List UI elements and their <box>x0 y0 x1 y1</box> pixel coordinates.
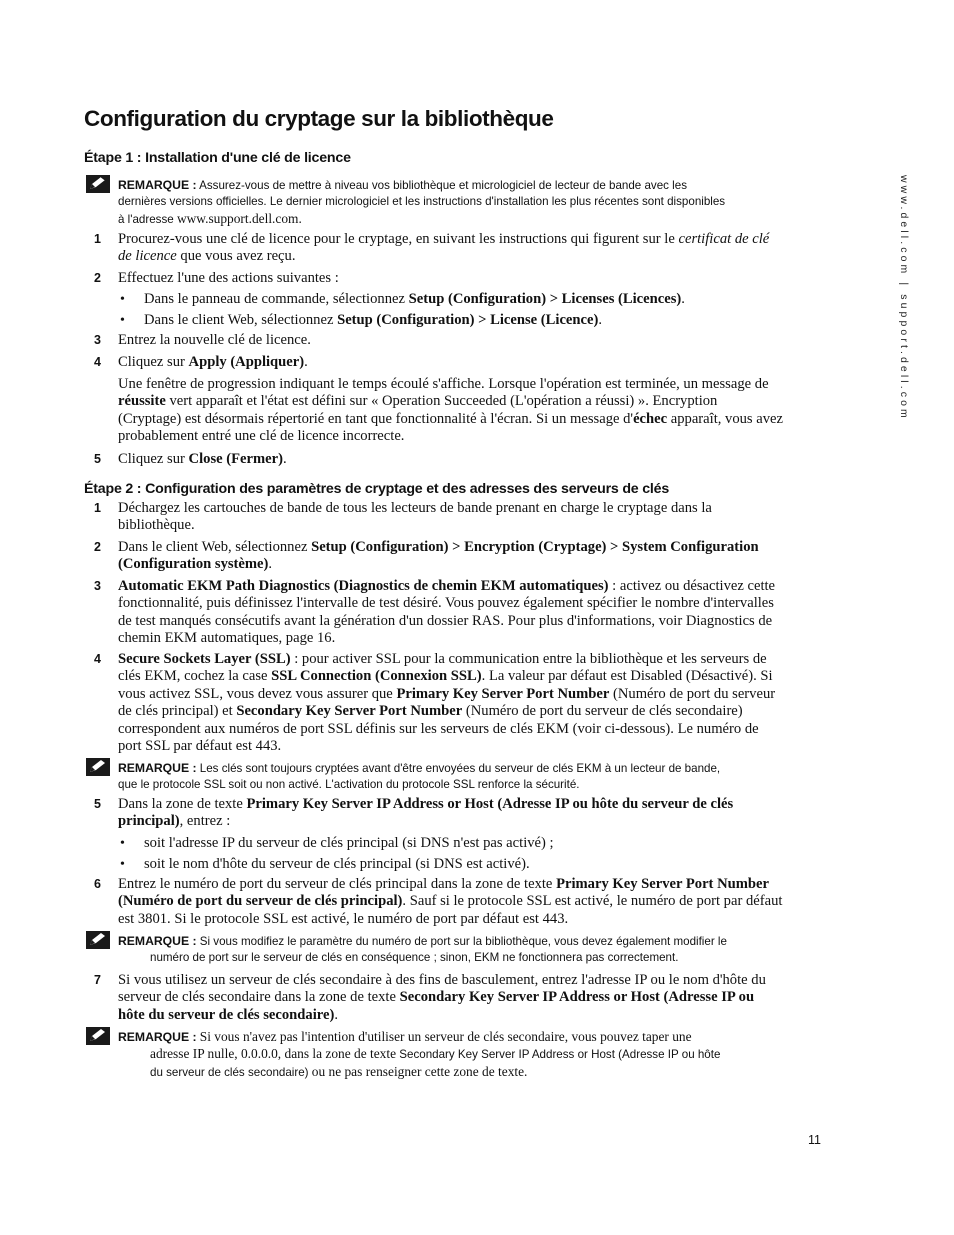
setting-name: Automatic EKM Path Diagnostics (Diagnostics de chemin EKM automatiques) <box>118 578 609 594</box>
button-ref: Close (Fermer) <box>188 451 283 467</box>
note-4: REMARQUE : Si vous n'avez pas l'intention d'utiliser un serveur de clés secondaire, vous pouvez taper une adresse IP nulle, 0.0.0.0, dans la zone de texte Secondary Key Server IP Address or Host (Adresse IP ou hôte du serveur de clés secondaire) ou ne pas renseigner cette zone de texte. <box>118 1029 721 1079</box>
note-1: REMARQUE : Assurez-vous de mettre à niveau vos bibliothèque et micrologiciel de lecteur de bande avec les dernières versions officielles. Le dernier micrologiciel et les instructions d'installation les plus récentes sont disponibles à l'adresse www.support.dell.com. <box>118 177 786 228</box>
page-title: Configuration du cryptage sur la bibliothèque <box>84 106 554 131</box>
list-item: Entrez le numéro de port du serveur de clés principal dans la zone de texte Primary Key Server Port Number (Numéro de port du serveur de clés principal). Sauf si le protocole SSL est activé, le numéro de port par défaut est 3801. Si le protocole SSL est activé, le numéro de port par défaut est 443. <box>118 876 783 927</box>
bullet-icon: • <box>120 313 125 328</box>
step-number: 6 <box>94 877 101 891</box>
progress-paragraph: Une fenêtre de progression indiquant le temps écoulé s'affiche. Lorsque l'opération est terminée, un message de réussite vert apparaît et l'état est défini sur « Operation Succeeded (L'opération a réussi) ». Encryption (Cryptage) est désormais répertorié en tant que fonctionnalité à l'écran. Si un message d'échec apparaît, vous avez probablement entré une clé de licence incorrecte. <box>118 376 783 445</box>
step1-heading: Étape 1 : Installation d'une clé de licence <box>84 150 351 166</box>
note-pencil-icon <box>86 758 110 776</box>
note-pencil-icon <box>86 175 110 193</box>
list-item: Si vous utilisez un serveur de clés secondaire à des fins de basculement, entrez l'adresse IP ou le nom d'hôte du serveur de clés secondaire dans la zone de texte Secondary Key Server IP Address or Host (Adresse IP ou hôte du serveur de clés secondaire). <box>118 972 766 1023</box>
step-number: 1 <box>94 232 101 246</box>
step-number: 7 <box>94 973 101 987</box>
list-item: Procurez-vous une clé de licence pour le cryptage, en suivant les instructions qui figurent sur le certificat de clé de licence que vous avez reçu. <box>118 231 770 265</box>
field-name: Primary Key Server Port Number (Numéro de port du serveur de clés principal) <box>118 876 769 910</box>
bullet-item: Dans le client Web, sélectionnez Setup (Configuration) > License (Licence). <box>144 312 602 328</box>
note-pencil-icon <box>86 1027 110 1045</box>
step-number: 4 <box>94 652 101 666</box>
step-number: 1 <box>94 501 101 515</box>
step-number: 2 <box>94 271 101 285</box>
menu-path: Setup (Configuration) > License (Licence) <box>337 312 599 328</box>
step-number: 5 <box>94 452 101 466</box>
step-number: 4 <box>94 355 101 369</box>
note-label: REMARQUE : <box>118 178 197 192</box>
note-pencil-icon <box>86 931 110 949</box>
step-number: 2 <box>94 540 101 554</box>
list-item: Dans le client Web, sélectionnez Setup (Configuration) > Encryption (Cryptage) > System Configuration (Configuration système). <box>118 539 759 573</box>
list-item: Déchargez les cartouches de bande de tous les lecteurs de bande prenant en charge le cryptage dans la bibliothèque. <box>118 500 712 534</box>
note-label: REMARQUE : <box>118 1030 197 1044</box>
note-label: REMARQUE : <box>118 934 197 948</box>
menu-path: Setup (Configuration) > Licenses (Licences) <box>408 291 682 307</box>
menu-path: Setup (Configuration) > Encryption (Cryptage) > System Configuration (Configuration système) <box>118 539 759 573</box>
step-number: 3 <box>94 579 101 593</box>
bullet-item: soit le nom d'hôte du serveur de clés principal (si DNS est activé). <box>144 856 530 872</box>
list-item: Entrez la nouvelle clé de licence. <box>118 332 311 348</box>
bullet-icon: • <box>120 292 125 307</box>
note-3: REMARQUE : Si vous modifiez le paramètre du numéro de port sur la bibliothèque, vous devez également modifier le numéro de port sur le serveur de clés en conséquence ; sinon, EKM ne fonctionnera pas correctement. <box>118 934 727 965</box>
button-ref: Apply (Appliquer) <box>188 354 305 370</box>
field-name: du serveur de clés secondaire) <box>150 1065 309 1079</box>
note-text: Assurez-vous de mettre à niveau vos bibliothèque et micrologiciel de lecteur de bande avec les <box>199 179 687 192</box>
list-item: Secure Sockets Layer (SSL) : pour activer SSL pour la communication entre la bibliothèque et les serveurs de clés EKM, cochez la case SSL Connection (Connexion SSL). La valeur par défaut est Disabled (Désactivé). Si vous activez SSL, vous devez vous assurer que Primary Key Server Port Number (Numéro de port du serveur de clés principal) et Secondary Key Server Port Number (Numéro de port du serveur de clés secondaire) correspondent aux numéros de port SSL définis sur les serveurs de clés EKM (voir ci-dessous). Le numéro de port SSL par défaut est 443. <box>118 651 776 755</box>
bullet-icon: • <box>120 836 125 851</box>
list-item: Cliquez sur Close (Fermer). <box>118 451 287 467</box>
setting-name: Secure Sockets Layer (SSL) <box>118 651 291 667</box>
side-tab-url: www.dell.com | support.dell.com <box>898 175 910 421</box>
support-url: www.support.dell.com <box>176 210 299 226</box>
field-name: Secondary Key Server IP Address or Host (Adresse IP ou hôte du serveur de clés secondaire) <box>118 989 755 1023</box>
list-item: Automatic EKM Path Diagnostics (Diagnostics de chemin EKM automatiques) : activez ou désactivez cette fonctionnalité, puis définissez l'intervalle de test désiré. Vous pouvez également spécifier le nombre d'intervalles de test manqués consécutifs avant la génération d'un dossier RAS. Pour plus d'informations, voir Diagnostics de chemin EKM automatiques, page 16. <box>118 578 776 647</box>
note-2: REMARQUE : Les clés sont toujours cryptées avant d'être envoyées du serveur de clés EKM à un lecteur de bande, que le protocole SSL soit ou non activé. L'activation du protocole SSL renforce la sécurité. <box>118 761 721 792</box>
bullet-item: Dans le panneau de commande, sélectionnez Setup (Configuration) > Licenses (Licences). <box>144 291 685 307</box>
list-item: Effectuez l'une des actions suivantes : <box>118 270 339 286</box>
bullet-icon: • <box>120 857 125 872</box>
step2-heading: Étape 2 : Configuration des paramètres de cryptage et des adresses des serveurs de clés <box>84 481 670 497</box>
list-item: Dans la zone de texte Primary Key Server IP Address or Host (Adresse IP ou hôte du serveur de clés principal), entrez : <box>118 796 734 830</box>
step-number: 5 <box>94 797 101 811</box>
step-number: 3 <box>94 333 101 347</box>
field-name: Secondary Key Server IP Address or Host (Adresse IP ou hôte <box>399 1048 721 1062</box>
field-name: Primary Key Server IP Address or Host (Adresse IP ou hôte du serveur de clés principal) <box>118 796 734 830</box>
list-item: Cliquez sur Apply (Appliquer). <box>118 354 308 370</box>
note-text: à l'adresse <box>118 212 174 226</box>
license-certificate: certificat de clé de licence <box>118 231 770 265</box>
note-text: dernières versions officielles. Le dernier micrologiciel et les instructions d'installation les plus récentes sont disponibles <box>118 195 726 209</box>
page-number: 11 <box>808 1133 821 1147</box>
note-label: REMARQUE : <box>118 761 197 775</box>
bullet-item: soit l'adresse IP du serveur de clés principal (si DNS n'est pas activé) ; <box>144 835 554 851</box>
